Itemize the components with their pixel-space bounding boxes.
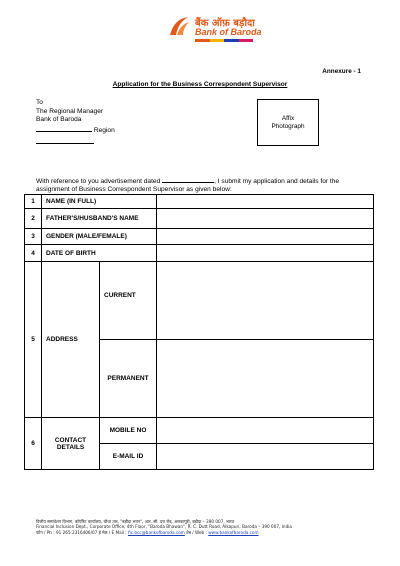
field-label: GENDER (MALE/FEMALE) [42, 229, 157, 245]
table-row [25, 262, 374, 340]
footer-phone: फोन / Ph : 91 265 2316406/07 [36, 529, 98, 535]
gender-input-cell[interactable] [157, 229, 374, 245]
intro-part2: , I submit my application and details for the assignment of Business Correspondent Supervisor as given below: [36, 178, 340, 194]
field-label: FATHER'S/HUSBAND'S NAME [42, 209, 157, 229]
row-number: 4 [25, 245, 42, 262]
table-row [25, 245, 374, 262]
field-label: ADDRESS [42, 262, 100, 418]
intro-part1: With reference to you advertisement dated [36, 178, 161, 185]
field-label: NAME (IN FULL) [42, 195, 157, 209]
table-row [25, 195, 374, 209]
logo-color-stripe [195, 39, 253, 42]
footer-email-label: ई मेल / E Mail : [98, 529, 127, 535]
photograph-box[interactable] [257, 99, 319, 146]
address-region-line [36, 125, 115, 136]
footer-email-link[interactable]: fic.bcc@bankofbaroda.com [128, 529, 185, 535]
footer-web-link[interactable]: www.bankofbaroda.com [208, 529, 259, 535]
footer-hindi-address: वित्तीय समावेशन विभाग, कॉर्पोरेट कार्यालय, चौथा तल, "बड़ौदा भवन", आर. सी. दत्त रोड, अलकापुरी, बड़ौदा – 390 007, भारत [36, 519, 235, 524]
advertisement-date-blank[interactable] [162, 176, 214, 183]
application-form-table [24, 194, 374, 470]
name-input-cell[interactable] [157, 195, 374, 209]
region-blank[interactable] [36, 125, 92, 132]
email-id-label: E-MAIL ID [100, 444, 157, 470]
logo-english-text: Bank of Baroda [195, 27, 262, 37]
logo-hindi-text: बैंक ऑफ़ बड़ौदा [195, 18, 255, 29]
bank-logo [168, 13, 268, 45]
row-number: 5 [25, 262, 42, 418]
row-number: 3 [25, 229, 42, 245]
footer-english-address: Financial Inclusion Dept., Corporate Office, 4th Floor, "Baroda Bhawan", R. C. Dutt Road, Alkapuri, Baroda – 390 007, India [36, 524, 292, 530]
address-to: To [36, 99, 43, 106]
intro-paragraph [36, 176, 366, 194]
annexure-label: Annexure - 1 [322, 68, 361, 75]
address-blank[interactable] [36, 137, 94, 144]
region-label: Region [93, 126, 115, 134]
address-line1: The Regional Manager [36, 107, 104, 115]
page-footer [36, 519, 366, 535]
address-extra-line [36, 137, 115, 148]
email-id-input-cell[interactable] [157, 444, 374, 470]
mobile-no-input-cell[interactable] [157, 418, 374, 444]
current-address-label: CURRENT [100, 262, 157, 340]
date-of-birth-input-cell[interactable] [157, 245, 374, 262]
row-number: 2 [25, 209, 42, 229]
permanent-address-input-cell[interactable] [157, 340, 374, 418]
table-row [25, 209, 374, 229]
field-label: DATE OF BIRTH [42, 245, 157, 262]
field-label: CONTACT DETAILS [42, 418, 100, 470]
permanent-address-label: PERMANENT [100, 340, 157, 418]
mobile-no-label: MOBILE NO [100, 418, 157, 444]
address-block [36, 99, 115, 148]
table-row [25, 418, 374, 444]
page-title: Application for the Business Correspondent Supervisor [112, 81, 288, 88]
footer-contact-line [36, 530, 366, 535]
photo-label-line1: Affix [281, 114, 295, 122]
current-address-input-cell[interactable] [157, 262, 374, 340]
footer-web-label: वेब / Web : [186, 529, 207, 535]
bank-of-baroda-sun-icon [168, 15, 190, 37]
row-number: 1 [25, 195, 42, 209]
row-number: 6 [25, 418, 42, 470]
address-line2: Bank of Baroda [36, 116, 82, 124]
table-row [25, 229, 374, 245]
photo-label-line2: Photograph [271, 122, 305, 130]
father-husband-name-input-cell[interactable] [157, 209, 374, 229]
